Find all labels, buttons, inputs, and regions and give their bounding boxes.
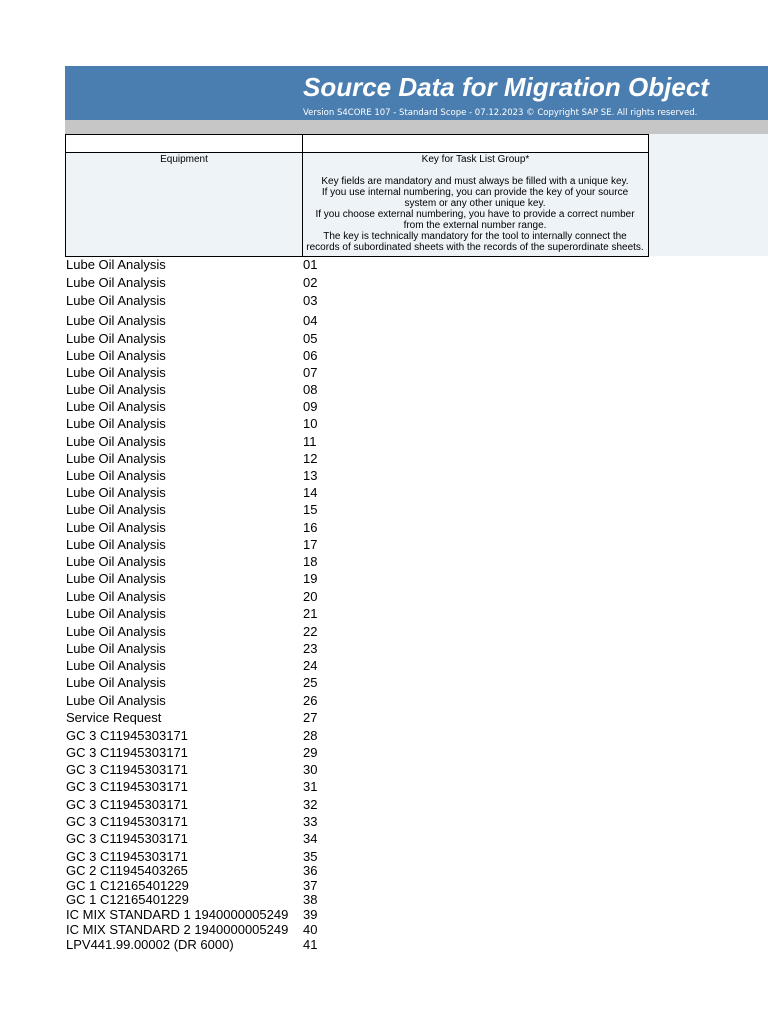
key-cell[interactable]: 01 <box>303 257 318 272</box>
table-row[interactable] <box>66 348 766 364</box>
table-row[interactable] <box>66 779 766 795</box>
equipment-cell[interactable]: Lube Oil Analysis <box>66 313 166 328</box>
key-cell[interactable]: 30 <box>303 762 318 777</box>
equipment-cell[interactable]: Lube Oil Analysis <box>66 606 166 621</box>
key-cell[interactable]: 18 <box>303 554 318 569</box>
key-cell[interactable]: 17 <box>303 537 318 552</box>
key-cell[interactable]: 15 <box>303 502 318 517</box>
key-cell[interactable]: 22 <box>303 624 318 639</box>
key-cell[interactable]: 38 <box>303 892 318 907</box>
key-cell[interactable]: 13 <box>303 468 318 483</box>
equipment-cell[interactable]: Lube Oil Analysis <box>66 675 166 690</box>
table-row[interactable] <box>66 331 766 347</box>
table-row[interactable] <box>66 434 766 450</box>
key-cell[interactable]: 06 <box>303 348 318 363</box>
equipment-cell[interactable]: Lube Oil Analysis <box>66 331 166 346</box>
table-row[interactable] <box>66 554 766 570</box>
equipment-cell[interactable]: GC 3 C11945303171 <box>66 849 188 864</box>
table-row[interactable] <box>66 892 766 908</box>
equipment-cell[interactable]: GC 3 C11945303171 <box>66 814 188 829</box>
equipment-cell[interactable]: GC 1 C12165401229 <box>66 892 189 907</box>
column-header-equipment[interactable] <box>65 152 303 257</box>
equipment-cell[interactable]: Lube Oil Analysis <box>66 502 166 517</box>
table-row[interactable] <box>66 399 766 415</box>
header-empty-cell-equipment <box>65 134 303 153</box>
key-cell[interactable]: 03 <box>303 293 318 308</box>
table-row[interactable] <box>66 275 766 291</box>
equipment-cell[interactable]: Lube Oil Analysis <box>66 658 166 673</box>
key-cell[interactable]: 28 <box>303 728 318 743</box>
key-cell[interactable]: 34 <box>303 831 318 846</box>
table-row[interactable] <box>66 797 766 813</box>
equipment-cell[interactable]: Lube Oil Analysis <box>66 693 166 708</box>
key-cell[interactable]: 08 <box>303 382 318 397</box>
equipment-cell[interactable]: Lube Oil Analysis <box>66 382 166 397</box>
equipment-cell[interactable]: Lube Oil Analysis <box>66 451 166 466</box>
equipment-cell[interactable]: Lube Oil Analysis <box>66 275 166 290</box>
equipment-cell[interactable]: Lube Oil Analysis <box>66 624 166 639</box>
key-cell[interactable]: 33 <box>303 814 318 829</box>
equipment-cell[interactable]: GC 2 C11945403265 <box>66 863 188 878</box>
key-cell[interactable]: 14 <box>303 485 318 500</box>
key-cell[interactable]: 10 <box>303 416 318 431</box>
key-cell[interactable]: 36 <box>303 863 318 878</box>
table-row[interactable] <box>66 863 766 879</box>
key-description <box>306 176 644 256</box>
table-row[interactable] <box>66 451 766 467</box>
equipment-cell[interactable]: Lube Oil Analysis <box>66 348 166 363</box>
key-cell[interactable]: 27 <box>303 710 318 725</box>
equipment-cell[interactable]: Lube Oil Analysis <box>66 468 166 483</box>
equipment-cell[interactable]: Lube Oil Analysis <box>66 554 166 569</box>
table-row[interactable] <box>66 641 766 657</box>
table-row[interactable] <box>66 606 766 622</box>
table-row[interactable] <box>66 831 766 847</box>
table-row[interactable] <box>66 468 766 484</box>
equipment-cell[interactable]: Lube Oil Analysis <box>66 537 166 552</box>
table-row[interactable] <box>66 485 766 501</box>
table-row[interactable] <box>66 922 766 938</box>
table-row[interactable] <box>66 814 766 830</box>
key-cell[interactable]: 32 <box>303 797 318 812</box>
table-row[interactable] <box>66 675 766 691</box>
equipment-cell[interactable]: LPV441.99.00002 (DR 6000) <box>66 937 234 952</box>
key-description-line: The key is technically mandatory for the tool to internally connect the records of subordinated sheets with the records of the superordinate sheets. <box>306 231 644 253</box>
key-cell[interactable]: 20 <box>303 589 318 604</box>
key-cell[interactable]: 12 <box>303 451 318 466</box>
table-row[interactable] <box>66 257 766 273</box>
table-row[interactable] <box>66 365 766 381</box>
key-cell[interactable]: 11 <box>303 434 317 449</box>
key-cell[interactable]: 40 <box>303 922 318 937</box>
table-row[interactable] <box>66 762 766 778</box>
key-cell[interactable]: 07 <box>303 365 318 380</box>
table-row[interactable] <box>66 571 766 587</box>
equipment-cell[interactable]: GC 3 C11945303171 <box>66 797 188 812</box>
equipment-cell[interactable]: Lube Oil Analysis <box>66 571 166 586</box>
equipment-cell[interactable]: Lube Oil Analysis <box>66 485 166 500</box>
page-title: Source Data for Migration Object <box>303 72 709 102</box>
key-cell[interactable]: 39 <box>303 907 318 922</box>
equipment-cell[interactable]: GC 3 C11945303171 <box>66 728 188 743</box>
equipment-cell[interactable]: Service Request <box>66 710 162 725</box>
key-cell[interactable]: 26 <box>303 693 318 708</box>
equipment-cell[interactable]: Lube Oil Analysis <box>66 293 166 308</box>
version-line: Version S4CORE 107 - Standard Scope - 07.12.2023 © Copyright SAP SE. All rights reserved. <box>303 108 698 118</box>
equipment-cell[interactable]: Lube Oil Analysis <box>66 520 166 535</box>
equipment-cell[interactable]: Lube Oil Analysis <box>66 365 166 380</box>
table-row[interactable] <box>66 416 766 432</box>
equipment-cell[interactable]: Lube Oil Analysis <box>66 589 166 604</box>
table-row[interactable] <box>66 658 766 674</box>
key-cell[interactable]: 16 <box>303 520 318 535</box>
header-empty-cell-key <box>302 134 649 153</box>
equipment-cell[interactable]: Lube Oil Analysis <box>66 257 166 272</box>
equipment-cell[interactable]: GC 3 C11945303171 <box>66 745 188 760</box>
key-cell[interactable]: 24 <box>303 658 318 673</box>
key-cell[interactable]: 31 <box>303 779 318 794</box>
key-cell[interactable]: 25 <box>303 675 318 690</box>
table-row[interactable] <box>66 710 766 726</box>
table-row[interactable] <box>66 693 766 709</box>
equipment-cell[interactable]: Lube Oil Analysis <box>66 641 166 656</box>
gray-divider-bar <box>65 120 768 134</box>
table-row[interactable] <box>66 537 766 553</box>
key-cell[interactable]: 05 <box>303 331 318 346</box>
column-label-key: Key for Task List Group* <box>421 154 530 165</box>
table-row[interactable] <box>66 937 766 953</box>
key-cell[interactable]: 41 <box>303 937 318 952</box>
table-row[interactable] <box>66 313 766 329</box>
key-cell[interactable]: 02 <box>303 275 318 290</box>
key-cell[interactable]: 19 <box>303 571 318 586</box>
key-cell[interactable]: 23 <box>303 641 318 656</box>
table-row[interactable] <box>66 624 766 640</box>
equipment-cell[interactable]: IC MIX STANDARD 2 1940000005249 <box>66 922 289 937</box>
key-cell[interactable]: 29 <box>303 745 318 760</box>
equipment-cell[interactable]: IC MIX STANDARD 1 1940000005249 <box>66 907 289 922</box>
key-description-line: If you use internal numbering, you can provide the key of your source system or any other unique key. <box>321 187 629 209</box>
key-cell[interactable]: 09 <box>303 399 318 414</box>
key-description-line: If you choose external numbering, you have to provide a correct number from the external number range. <box>315 209 635 231</box>
key-cell[interactable]: 04 <box>303 313 318 328</box>
key-description-line: Key fields are mandatory and must always be filled with a unique key. <box>321 176 629 187</box>
table-row[interactable] <box>66 745 766 761</box>
table-row[interactable] <box>66 520 766 536</box>
equipment-cell[interactable]: Lube Oil Analysis <box>66 434 166 449</box>
key-cell[interactable]: 37 <box>303 878 318 893</box>
table-row[interactable] <box>66 382 766 398</box>
equipment-cell[interactable]: GC 3 C11945303171 <box>66 779 188 794</box>
table-row[interactable] <box>66 907 766 923</box>
table-row[interactable] <box>66 502 766 518</box>
key-cell[interactable]: 21 <box>303 606 318 621</box>
key-cell[interactable]: 35 <box>303 849 318 864</box>
equipment-cell[interactable]: GC 1 C12165401229 <box>66 878 189 893</box>
title-banner <box>65 66 768 120</box>
equipment-cell[interactable]: GC 3 C11945303171 <box>66 831 188 846</box>
equipment-cell[interactable]: Lube Oil Analysis <box>66 399 166 414</box>
table-row[interactable] <box>66 589 766 605</box>
column-label-equipment: Equipment <box>160 154 208 165</box>
table-row[interactable] <box>66 728 766 744</box>
equipment-cell[interactable]: Lube Oil Analysis <box>66 416 166 431</box>
equipment-cell[interactable]: GC 3 C11945303171 <box>66 762 188 777</box>
header-background <box>648 134 768 256</box>
table-row[interactable] <box>66 293 766 309</box>
